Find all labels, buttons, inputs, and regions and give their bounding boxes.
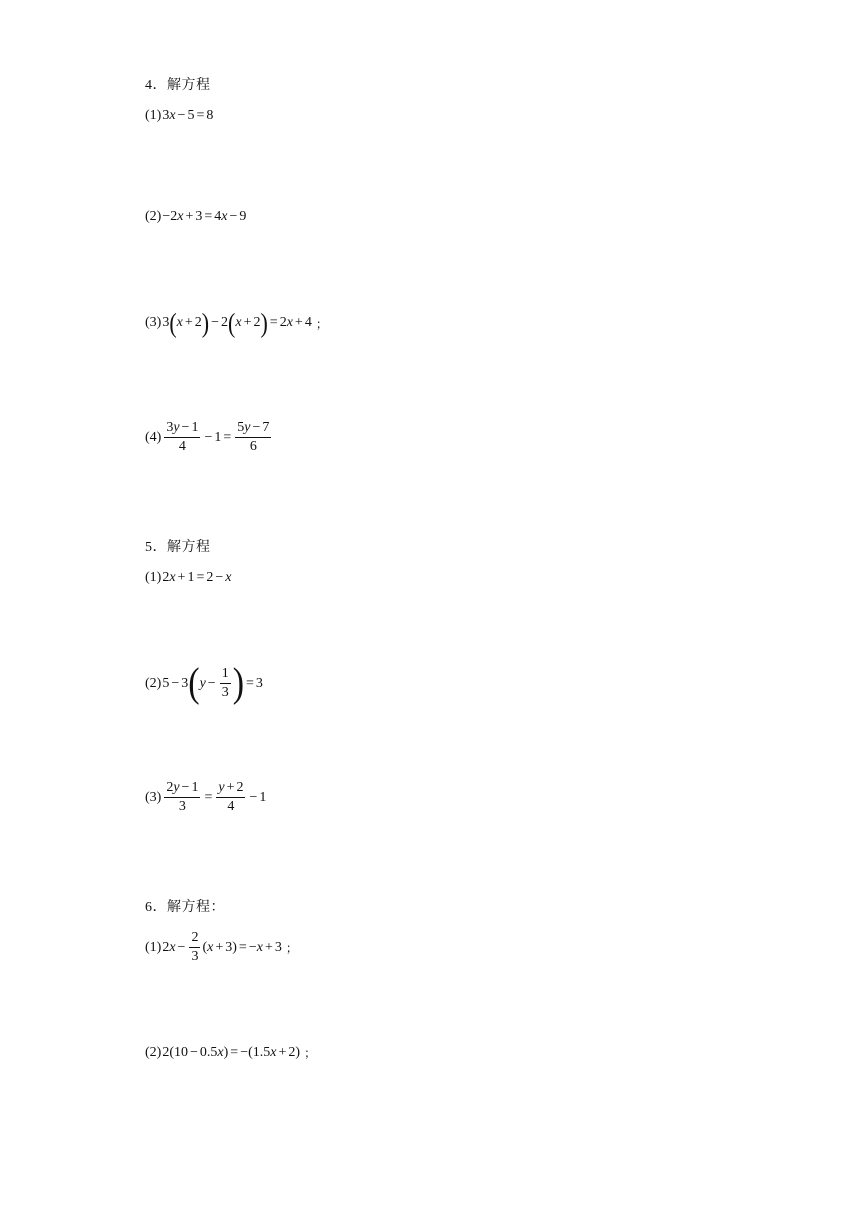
item-label: (1) [145,570,162,585]
equation: 5 − 3 ( y − $\frac{1}{3}$ ) = 3 [162,660,263,706]
equation: $\frac{2y - 1}{3}$ = $\frac{y + 2}{4}$ − 1 [166,780,267,814]
equation: 2(10 − 0.5 x ) = −(1.5 x + 2) [162,1044,301,1060]
item-label: (3) [145,315,162,330]
semicolon: ； [315,316,328,331]
q4-equation-1 [145,108,213,124]
q5-equation-3 [145,780,266,815]
q4-equation-3 [145,306,328,338]
fraction: $\frac{3y - 1}{4}$ [166,420,199,454]
question-6-title: 6．解方程： [145,900,225,915]
item-label: (2) [145,209,162,224]
q6-equation-2 [145,1044,316,1061]
fraction: $\frac{2}{3}$ [191,930,199,964]
question-5-title: 5．解方程 [145,540,211,555]
fraction: $\frac{y + 2}{4}$ [218,780,244,814]
fraction: $\frac{5y - 7}{6}$ [237,420,270,454]
equation: $\frac{3y - 1}{4}$ − 1 = $\frac{5y - 7}{6}$ [166,420,270,454]
q6-equation-1 [145,930,298,965]
fraction: $\frac{1}{3}$ [221,666,229,700]
item-label: (2) [145,1044,162,1060]
q4-equation-4 [145,420,273,455]
fraction: $\frac{2y - 1}{3}$ [166,780,199,814]
equation: 3 x − 5 = 8 [162,108,214,123]
equation: 2 x + 1 = 2 − x [162,570,232,585]
q5-equation-2 [145,660,263,706]
equation: −2 x + 3 = 4 x − 9 [162,209,247,224]
item-label: (1) [145,108,162,123]
item-label: (1) [145,939,162,955]
semicolon: ； [285,941,298,955]
semicolon: ； [304,1046,317,1060]
q5-equation-1 [145,570,231,586]
item-label: (4) [145,429,162,445]
q4-equation-2 [145,209,246,225]
question-4-title: 4．解方程 [145,78,211,93]
item-label: (3) [145,789,162,805]
equation: 3 ( x + 2 ) − 2 ( x + 2 ) = 2 x + 4 [162,306,312,338]
equation: 2 x − $\frac{2}{3}$ ( x + 3) = − x + 3 [162,930,282,964]
item-label: (2) [145,675,162,691]
